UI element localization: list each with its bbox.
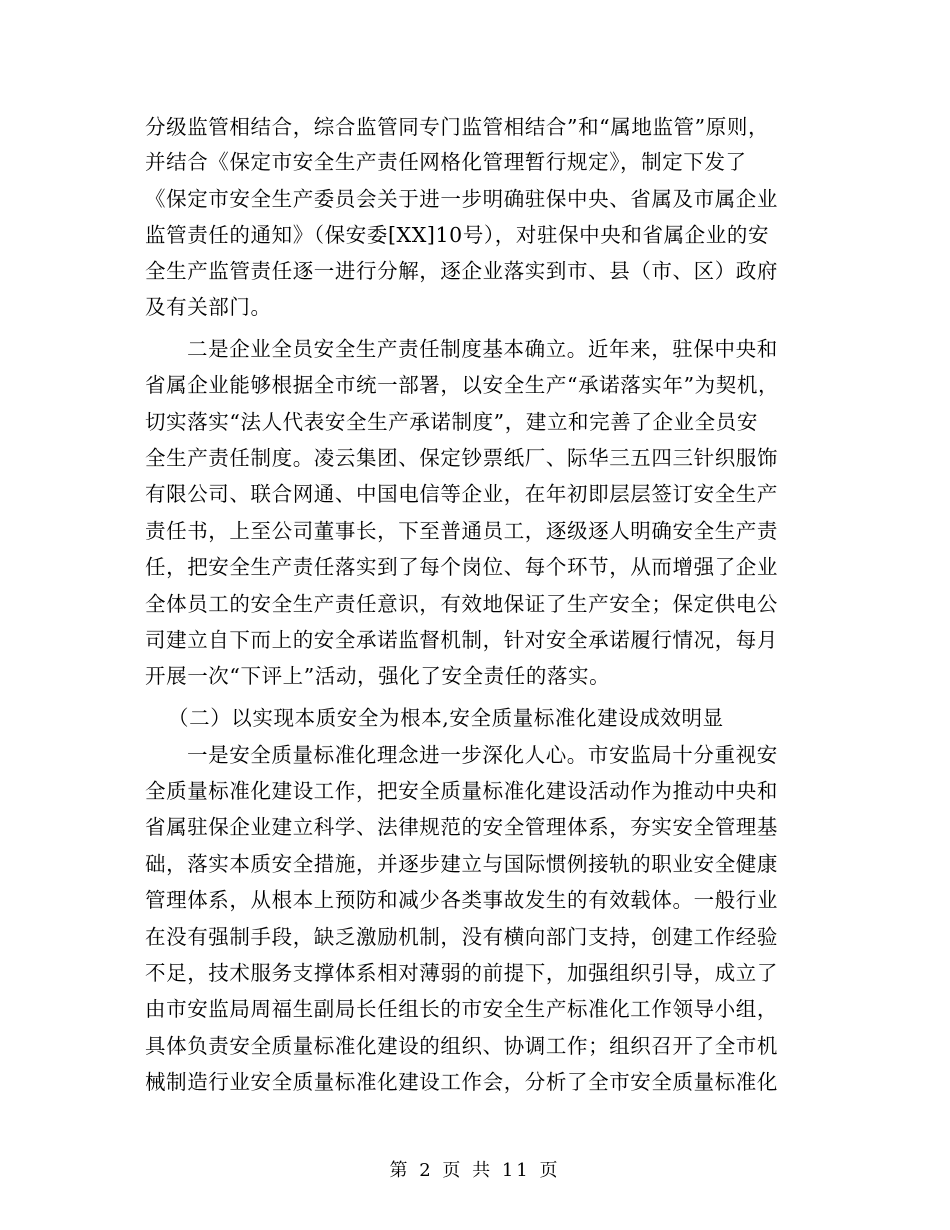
paragraph-first-line: 二是企业全员安全生产责任制度基本确立。近年来，驻保中央和 — [187, 337, 778, 361]
text-line: 具体负责安全质量标准化建设的组织、协调工作；组织召开了全市机 — [145, 1034, 778, 1058]
text-line: 由市安监局周福生副局长任组长的市安全生产标准化工作领导小组， — [145, 997, 778, 1021]
text-line: 司建立自下而上的安全承诺监督机制，针对安全承诺履行情况，每月 — [145, 628, 778, 652]
text-line: 省属驻保企业建立科学、法律规范的安全管理体系，夯实安全管理基 — [145, 815, 778, 839]
text-line: 有限公司、联合网通、中国电信等企业，在年初即层层签订安全生产 — [145, 482, 778, 506]
text-line: 并结合《保定市安全生产责任网格化管理暂行规定》，制定下发了 — [145, 150, 747, 174]
text-line: 管理体系，从根本上预防和减少各类事故发生的有效载体。一般行业 — [145, 888, 778, 912]
text-line: 监管责任的通知》（保安委[XX]10号），对驻保中央和省属企业的安 — [145, 223, 770, 247]
text-line: 开展一次“下评上”活动，强化了安全责任的落实。 — [145, 664, 611, 688]
text-line: 省属企业能够根据全市统一部署，以安全生产“承诺落实年”为契机， — [145, 373, 780, 397]
section-heading: （二）以实现本质安全为根本,安全质量标准化建设成效明显 — [168, 706, 724, 730]
text-line: 全生产监管责任逐一进行分解，逐企业落实到市、县（市、区）政府 — [145, 259, 778, 283]
text-line: 分级监管相结合，综合监管同专门监管相结合”和“属地监管”原则， — [145, 115, 770, 139]
text-line: 任，把安全生产责任落实到了每个岗位、每个环节，从而增强了企业 — [145, 555, 778, 579]
page-number-footer: 第 2 页 共 11 页 — [389, 1160, 561, 1181]
text-line: 础，落实本质安全措施，并逐步建立与国际惯例接轨的职业安全健康 — [145, 852, 778, 876]
paragraph-first-line: 一是安全质量标准化理念进一步深化人心。市安监局十分重视安 — [187, 743, 778, 767]
text-line: 全体员工的安全生产责任意识，有效地保证了生产安全；保定供电公 — [145, 592, 778, 616]
text-line: 切实落实“法人代表安全生产承诺制度”，建立和完善了企业全员安 — [145, 410, 758, 434]
text-line: 不足，技术服务支撑体系相对薄弱的前提下，加强组织引导，成立了 — [145, 961, 778, 985]
text-line: 在没有强制手段，缺乏激励机制，没有横向部门支持，创建工作经验 — [145, 925, 778, 949]
text-line: 全质量标准化建设工作，把安全质量标准化建设活动作为推动中央和 — [145, 779, 778, 803]
text-line: 《保定市安全生产委员会关于进一步明确驻保中央、省属及市属企业 — [145, 187, 778, 211]
text-line: 及有关部门。 — [145, 295, 272, 319]
text-line: 责任书，上至公司董事长，下至普通员工，逐级逐人明确安全生产责 — [145, 519, 778, 543]
text-line: 械制造行业安全质量标准化建设工作会，分析了全市安全质量标准化 — [145, 1070, 778, 1094]
text-line: 全生产责任制度。凌云集团、保定钞票纸厂、际华三五四三针织服饰 — [145, 446, 778, 470]
